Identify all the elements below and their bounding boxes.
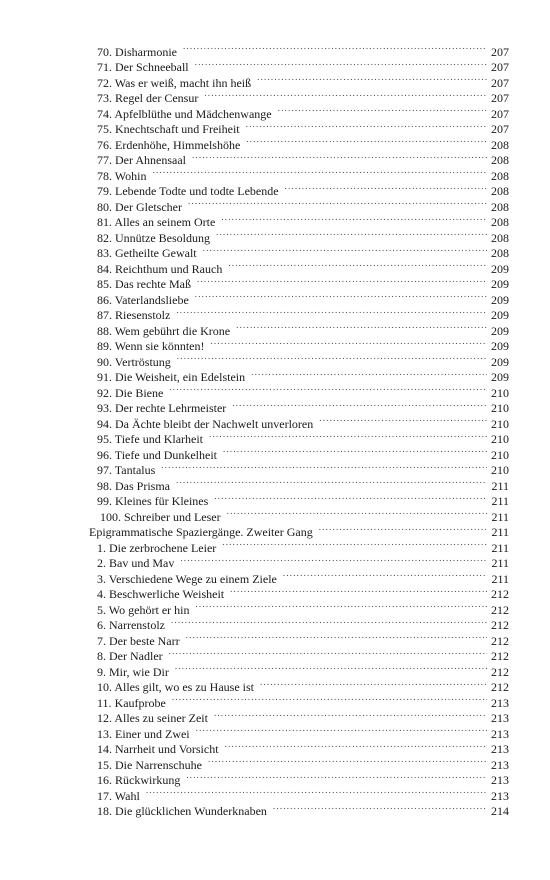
toc-entry-text: Was er weiß, macht ihn heiß	[114, 75, 252, 90]
dot-leader	[227, 505, 488, 521]
toc-entry-text: Getheilte Gewalt	[115, 246, 197, 260]
toc-page-number: 212	[491, 587, 509, 601]
toc-entry-text: Schreiber und Leser	[124, 509, 221, 524]
toc-entry	[97, 257, 509, 276]
toc-entry	[97, 738, 509, 754]
toc-entry-text: Rückwirkung	[115, 773, 181, 787]
toc-page-number: 211	[491, 540, 509, 555]
toc-entry	[97, 335, 509, 351]
toc-entry-number: 6.	[97, 618, 106, 632]
toc-page-number: 210	[491, 432, 509, 446]
toc-entry	[97, 474, 509, 493]
toc-entry	[97, 443, 509, 462]
toc-entry-number: 90.	[97, 354, 112, 369]
toc-page-number: 213	[491, 711, 509, 725]
toc-entry-text: Knechtschaft und Freiheit	[115, 122, 240, 136]
toc-entry-number: 91.	[97, 370, 112, 384]
toc-entry	[97, 784, 509, 803]
toc-page-number: 211	[491, 556, 509, 570]
toc-entry-number: 72.	[97, 75, 112, 90]
toc-entry-text: Lebende Todte und todte Lebende	[115, 184, 279, 198]
toc-page-number: 214	[491, 804, 509, 818]
toc-entry	[97, 350, 509, 369]
dot-leader	[176, 474, 487, 490]
toc-entry-number: 5.	[97, 602, 106, 617]
toc-entry-text: Unnütze Besoldung	[115, 230, 210, 245]
toc-entry-number: 11.	[97, 695, 112, 710]
toc-entry	[97, 242, 509, 258]
toc-entry	[97, 800, 509, 816]
toc-entry-number: 70.	[97, 44, 112, 59]
toc-entry	[97, 691, 509, 710]
dot-leader	[186, 629, 487, 645]
dot-leader	[192, 149, 487, 165]
toc-page-number: 207	[491, 75, 509, 90]
toc-page-number: 207	[491, 122, 509, 136]
toc-page-number: 213	[491, 773, 509, 787]
dot-leader	[251, 366, 487, 382]
dot-leader	[223, 443, 487, 459]
toc-page-number: 207	[491, 91, 509, 105]
toc-entry-text: Kaufprobe	[114, 695, 166, 710]
toc-page-number: 210	[491, 385, 509, 400]
toc-entry	[97, 397, 509, 413]
toc-entry-number: 94.	[97, 416, 112, 431]
dot-leader	[209, 428, 487, 444]
toc-entry-number: 15.	[97, 757, 112, 772]
toc-entry-number: 79.	[97, 184, 112, 198]
toc-entry-text: Einer und Zwei	[115, 726, 190, 741]
toc-entry	[97, 381, 509, 400]
toc-entry-number: 14.	[97, 742, 112, 756]
toc-entry-number: 89.	[97, 339, 112, 353]
toc-page-number: 213	[491, 726, 509, 741]
toc-entry-number: 13.	[97, 726, 112, 741]
toc-entry-text: Regel der Censur	[115, 91, 199, 105]
toc-entry-number: 18.	[97, 804, 112, 818]
toc-page-number: 208	[491, 184, 509, 198]
dot-leader	[180, 552, 487, 568]
toc-entry-text: Apfelblüthe und Mädchenwange	[114, 106, 272, 121]
toc-entry	[97, 40, 509, 59]
toc-entry-text: Vaterlandsliebe	[114, 292, 189, 307]
toc-entry-text: Reichthum und Rauch	[115, 261, 223, 276]
dot-leader	[283, 567, 488, 583]
toc-entry	[97, 459, 509, 475]
toc-entry-text: Tiefe und Dunkelheit	[114, 447, 218, 462]
toc-page-number: 211	[491, 494, 509, 508]
toc-entry	[97, 226, 509, 245]
toc-page-number: 211	[491, 478, 509, 493]
toc-entry-number: 71.	[97, 60, 112, 74]
dot-leader	[172, 691, 487, 707]
toc-entry-number: 84.	[97, 261, 112, 276]
toc-entry-text: Kleines für Kleines	[115, 494, 209, 508]
toc-entry-number: 12.	[97, 711, 112, 725]
dot-leader	[176, 304, 487, 320]
dot-leader	[214, 490, 487, 506]
dot-leader	[278, 102, 487, 118]
toc-page-number: 210	[491, 416, 509, 431]
dot-leader	[260, 676, 487, 692]
dot-leader	[186, 769, 487, 785]
dot-leader	[175, 660, 487, 676]
toc-entry-number: 88.	[97, 323, 112, 338]
toc-entry-number: 95.	[97, 432, 112, 446]
toc-entry	[97, 149, 509, 165]
dot-leader	[204, 87, 487, 103]
toc-page-number: 209	[491, 370, 509, 384]
dot-leader	[216, 226, 487, 242]
toc-page-number: 208	[491, 246, 509, 260]
toc-entry-text: Narrenstolz	[109, 618, 165, 632]
toc-entry-text: Der Ahnensaal	[115, 153, 186, 167]
dot-leader	[195, 598, 487, 614]
toc-entry-number: 93.	[97, 401, 112, 415]
dot-leader	[196, 722, 487, 738]
dot-leader	[214, 707, 487, 723]
toc-page-number: 213	[491, 788, 509, 803]
dot-leader	[183, 40, 487, 56]
toc-page-number: 209	[491, 323, 509, 338]
toc-entry	[97, 56, 509, 72]
dot-leader	[319, 412, 487, 428]
dot-leader	[230, 583, 487, 599]
toc-entry-text: Die Weisheit, ein Edelstein	[115, 370, 246, 384]
toc-entry-text: Da Ächte bleibt der Nachwelt unverloren	[115, 416, 314, 431]
toc-entry-number: 85.	[97, 277, 112, 291]
toc-entry	[97, 598, 509, 617]
toc-entry-number: 17.	[97, 788, 112, 803]
toc-entry-text: Disharmonie	[115, 44, 177, 59]
toc-page-number: 212	[491, 618, 509, 632]
toc-entry	[97, 614, 509, 630]
dot-leader	[246, 133, 487, 149]
toc-entry	[97, 536, 509, 555]
toc-page-number: 211	[491, 509, 509, 524]
dot-leader	[188, 195, 487, 211]
toc-entry-text: Der Schneeball	[115, 60, 189, 74]
toc-page-number: 208	[491, 215, 509, 229]
dot-leader	[236, 319, 487, 335]
toc-entry-text: Vertröstung	[114, 354, 171, 369]
toc-page-number: 208	[491, 230, 509, 245]
toc-entry	[97, 319, 509, 338]
toc-entry-number: 80.	[97, 199, 112, 214]
toc-entry-number: 100.	[100, 509, 121, 524]
toc-entry-number: 96.	[97, 447, 112, 462]
toc-entry-text: Wem gebührt die Krone	[114, 323, 231, 338]
toc-page-number: 209	[491, 277, 509, 291]
toc-page-number: 210	[491, 401, 509, 415]
toc-page-number: 209	[491, 354, 509, 369]
toc-entry-number: 75.	[97, 122, 112, 136]
toc-entry	[97, 428, 509, 444]
toc-entry-number: 83.	[97, 246, 112, 260]
toc-entry	[97, 164, 509, 183]
toc-page-number: 208	[491, 199, 509, 214]
dot-leader	[228, 257, 487, 273]
dot-leader	[169, 645, 487, 661]
toc-entry-number: 82.	[97, 230, 112, 245]
toc-entry	[97, 707, 509, 723]
toc-entry	[97, 288, 509, 307]
toc-entry-text: Alles an seinem Orte	[114, 215, 216, 229]
dot-leader	[195, 288, 487, 304]
toc-page-number: 209	[491, 308, 509, 322]
toc-entry-number: 81.	[97, 215, 112, 229]
toc-entry-text: Der Nadler	[109, 649, 163, 663]
toc-entry	[97, 71, 509, 90]
toc-entry-text: Bav und Mav	[109, 556, 175, 570]
toc-entry-number: 73.	[97, 91, 112, 105]
toc-entry-text: Tiefe und Klarheit	[114, 432, 204, 446]
toc-entry-text: Verschiedene Wege zu einem Ziele	[108, 571, 277, 586]
toc-entry	[97, 118, 509, 134]
toc-entry-text: Epigrammatische Spaziergänge. Zweiter Gang	[89, 525, 313, 539]
toc-entry-title	[97, 804, 273, 820]
dot-leader	[232, 397, 487, 413]
toc-entry-number: 87.	[97, 308, 112, 322]
toc-entry-text: Wo gehört er hin	[108, 602, 190, 617]
toc-page-number: 210	[491, 463, 509, 477]
toc-entry-text: Alles gilt, wo es zu Hause ist	[114, 680, 254, 694]
dot-leader	[257, 71, 487, 87]
dot-leader	[208, 753, 487, 769]
toc-page-number: 211	[491, 525, 509, 539]
dot-leader	[210, 335, 487, 351]
toc-entry	[97, 583, 509, 599]
dot-leader	[146, 784, 487, 800]
dot-leader	[169, 381, 487, 397]
toc-entry	[97, 490, 509, 506]
toc-entry-number: 97.	[97, 463, 112, 477]
toc-page-number: 213	[491, 695, 509, 710]
dot-leader	[203, 242, 487, 258]
toc-entry-text: Beschwerliche Weisheit	[109, 587, 225, 601]
toc-entry	[97, 366, 509, 382]
toc-entry	[97, 87, 509, 103]
toc-entry-text: Die zerbrochene Leier	[109, 540, 217, 555]
dot-leader	[221, 211, 487, 227]
toc-page-number: 207	[491, 106, 509, 121]
toc-entry-number: 77.	[97, 153, 112, 167]
toc-page-number: 212	[491, 664, 509, 679]
toc-page-number: 207	[491, 44, 509, 59]
toc-entry-number: 9.	[97, 664, 106, 679]
toc-page-number: 211	[491, 571, 509, 586]
toc-entry	[97, 660, 509, 679]
toc-entry-number: 99.	[97, 494, 112, 508]
toc-entry-text: Riesenstolz	[115, 308, 171, 322]
toc-entry-number: 98.	[97, 478, 112, 493]
toc-entry-text: Alles zu seiner Zeit	[114, 711, 208, 725]
toc-entry-text: Der Gletscher	[115, 199, 182, 214]
toc-entry-text: Wohin	[114, 168, 147, 183]
toc-entry-number: 86.	[97, 292, 112, 307]
toc-page-number: 208	[491, 153, 509, 167]
toc-entry-text: Wahl	[114, 788, 140, 803]
dot-leader	[195, 56, 487, 72]
toc-entry	[97, 722, 509, 741]
toc-entry-number: 2.	[97, 556, 106, 570]
toc-entry	[97, 273, 509, 289]
toc-entry-text: Mir, wie Dir	[109, 664, 169, 679]
toc-entry-number: 4.	[97, 587, 106, 601]
dot-leader	[161, 459, 487, 475]
toc-entry-number: 7.	[97, 633, 106, 648]
toc-entry	[100, 505, 509, 524]
toc-entry-text: Wenn sie könnten!	[114, 339, 205, 353]
dot-leader	[225, 738, 487, 754]
dot-leader	[246, 118, 487, 134]
toc-entry-text: Der rechte Lehrmeister	[115, 401, 227, 415]
toc-page-number: 208	[491, 137, 509, 152]
toc-entry-number: 1.	[97, 540, 106, 555]
toc-page-number: 209	[491, 292, 509, 307]
toc-entry	[97, 211, 509, 227]
toc-entry-number: 78.	[97, 168, 112, 183]
toc-entry-number: 92.	[97, 385, 112, 400]
toc-entry	[97, 412, 509, 431]
toc-entry	[97, 304, 509, 320]
toc-entry	[97, 769, 509, 785]
toc-entry-number: 16.	[97, 773, 112, 787]
toc-entry-text: Der beste Narr	[109, 633, 180, 648]
toc-entry	[97, 629, 509, 648]
dot-leader	[177, 350, 487, 366]
toc-entry	[97, 133, 509, 152]
toc-page-number: 210	[491, 447, 509, 462]
dot-leader	[273, 800, 487, 816]
toc-entry-text: Die Narrenschuhe	[115, 757, 202, 772]
toc-entry	[97, 645, 509, 661]
toc-page-number: 208	[491, 168, 509, 183]
toc-entry-text: Die glücklichen Wunderknaben	[115, 804, 267, 818]
toc-entry-number: 8.	[97, 649, 106, 663]
toc-page-number: 212	[491, 602, 509, 617]
toc-entry	[97, 102, 509, 121]
toc-page-number: 213	[491, 757, 509, 772]
toc-entry-number: 3.	[97, 571, 106, 586]
section-heading	[89, 521, 509, 537]
toc-page-number: 209	[491, 339, 509, 353]
dot-leader	[319, 521, 488, 537]
toc-page-number: 213	[491, 742, 509, 756]
toc-entry-number: 74.	[97, 106, 112, 121]
toc-entry	[97, 552, 509, 568]
toc-page-number: 209	[491, 261, 509, 276]
toc-entry	[97, 195, 509, 214]
toc-entry	[97, 753, 509, 772]
toc-entry-text: Erdenhöhe, Himmelshöhe	[115, 137, 241, 152]
toc-page-number: 207	[491, 60, 509, 74]
toc-page-number: 212	[491, 633, 509, 648]
toc-page-number: 212	[491, 680, 509, 694]
toc-entry	[97, 567, 509, 586]
dot-leader	[197, 273, 487, 289]
toc-entry	[97, 676, 509, 692]
toc-entry-number: 76.	[97, 137, 112, 152]
toc-entry-text: Die Biene	[115, 385, 164, 400]
dot-leader	[171, 614, 487, 630]
toc-entry	[97, 180, 509, 196]
dot-leader	[285, 180, 487, 196]
dot-leader	[222, 536, 487, 552]
toc-page-number: 212	[491, 649, 509, 663]
toc-entry-text: Narrheit und Vorsicht	[115, 742, 219, 756]
toc-entry-text: Tantalus	[114, 463, 156, 477]
toc-entry-text: Das Prisma	[115, 478, 170, 493]
toc-entry-text: Das rechte Maß	[115, 277, 191, 291]
dot-leader	[153, 164, 488, 180]
toc-entry-number: 10.	[97, 680, 112, 694]
